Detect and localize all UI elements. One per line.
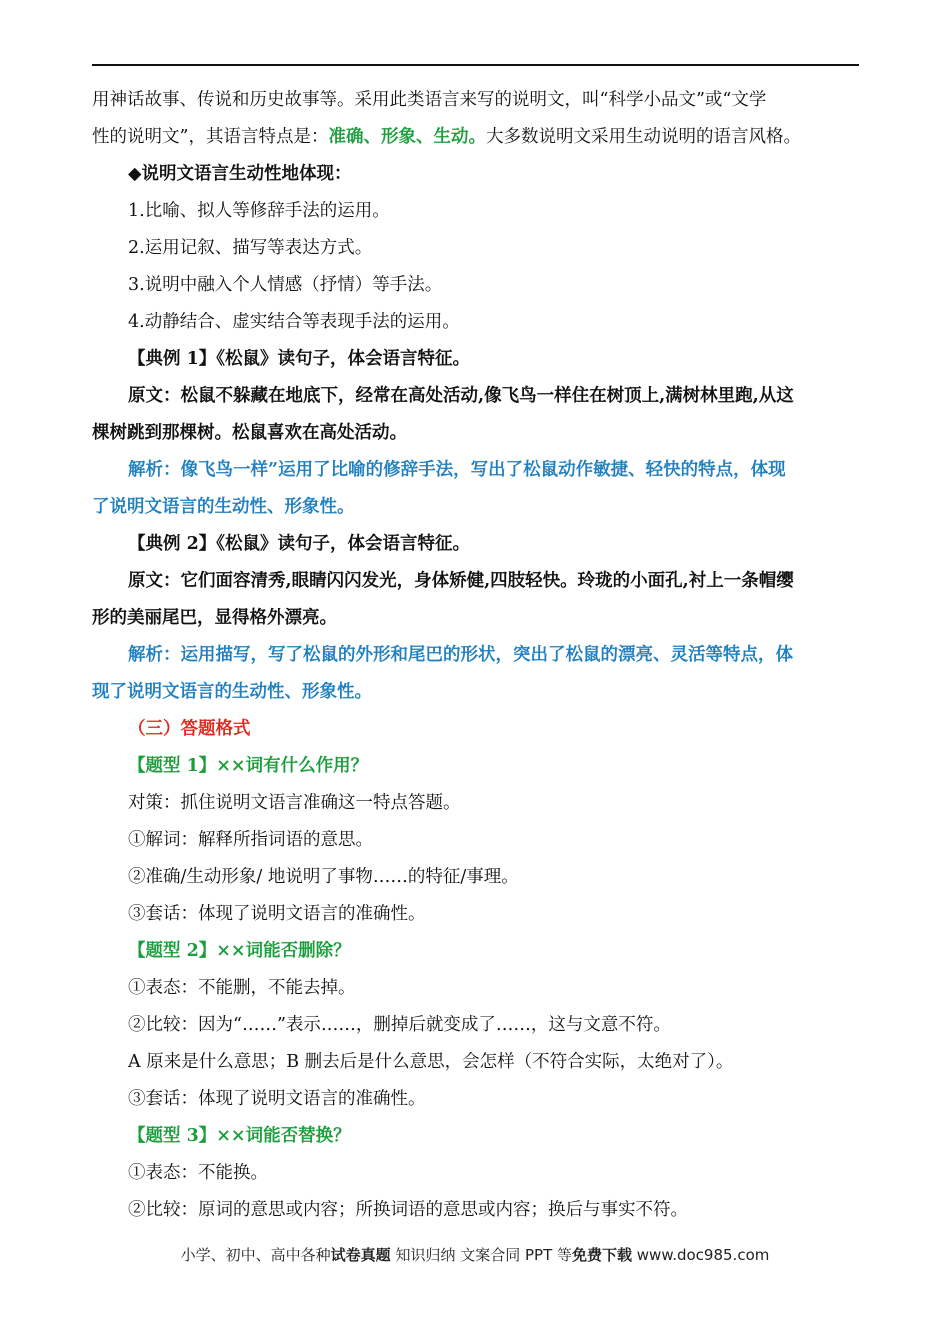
example1-original-1: 原文：松鼠不躲藏在地底下，经常在高处活动,像飞鸟一样住在树顶上,满树林里跑,从这 [128,386,794,406]
type1-title: 【题型 1】××词有什么作用？ [128,756,369,776]
example1-analysis-1: 解析：像飞鸟一样”运用了比喻的修辞手法，写出了松鼠动作敏捷、轻快的特点，体现 [128,460,786,480]
type1-line-3: ②准确/生动形象/ 地说明了事物……的特征/事理。 [128,867,519,887]
footer-bold-1: 试卷真题 [330,1246,391,1264]
vivid-item-1: 1.比喻、拟人等修辞手法的运用。 [128,201,390,221]
footer-mid: 知识归纳 文案合同 PPT 等 [390,1246,572,1264]
type1-line-2: ①解词：解释所指词语的意思。 [128,830,373,850]
example2-title: 【典例 2】《松鼠》读句子，体会语言特征。 [128,534,471,554]
type1-line-4: ③套话：体现了说明文语言的准确性。 [128,904,426,924]
intro-line-1: 用神话故事、传说和历史故事等。采用此类语言来写的说明文，叫“科学小品文”或“文学 [92,90,767,110]
type2-title: 【题型 2】××词能否删除？ [128,941,351,961]
type3-title: 【题型 3】××词能否替换？ [128,1126,351,1146]
footer-pre: 小学、初中、高中各种 [180,1246,331,1264]
type3-line-2: ②比较：原词的意思或内容；所换词语的意思或内容；换后与事实不符。 [128,1200,688,1220]
example1-title: 【典例 1】《松鼠》读句子，体会语言特征。 [128,349,471,369]
example2-analysis-2: 现了说明文语言的生动性、形象性。 [92,682,372,702]
intro-line-2 [92,119,859,156]
vivid-item-4: 4.动静结合、虚实结合等表现手法的运用。 [128,312,460,332]
type2-line-1: ①表态：不能删，不能去掉。 [128,978,356,998]
example1-analysis-2: 了说明文语言的生动性、形象性。 [92,497,355,517]
vivid-heading: ◆说明文语言生动性地体现： [128,164,352,184]
type2-line-2: ②比较：因为“……”表示……，删掉后就变成了……，这与文意不符。 [128,1015,671,1035]
example2-original-2: 形的美丽尾巴，显得格外漂亮。 [92,608,337,628]
example2-original-1: 原文：它们面容清秀,眼睛闪闪发光，身体矫健,四肢轻快。玲珑的小面孔,衬上一条帽缨 [128,571,794,591]
type2-line-4: ③套话：体现了说明文语言的准确性。 [128,1089,426,1109]
type1-line-1: 对策：抓住说明文语言准确这一特点答题。 [128,793,461,813]
section3-heading: （三）答题格式 [128,719,251,739]
footer-url[interactable]: www.doc985.com [632,1246,770,1264]
intro-emphasis: 准确、形象、生动。 [328,127,486,147]
intro-line-2-pre: 性的说明文”，其语言特点是： [92,127,329,147]
page-footer [0,1244,950,1265]
type3-line-1: ①表态：不能换。 [128,1163,268,1183]
vivid-item-2: 2.运用记叙、描写等表达方式。 [128,238,373,258]
example1-original-2: 棵树跳到那棵树。松鼠喜欢在高处活动。 [92,423,407,443]
intro-line-2-post: 大多数说明文采用生动说明的语言风格。 [485,127,801,147]
example2-analysis-1: 解析：运用描写，写了松鼠的外形和尾巴的形状，突出了松鼠的漂亮、灵活等特点，体 [128,645,793,665]
type2-line-3: A 原来是什么意思；B 删去后是什么意思，会怎样（不符合实际，太绝对了）。 [128,1052,734,1072]
vivid-item-3: 3.说明中融入个人情感（抒情）等手法。 [128,275,443,295]
document-body [92,82,859,1229]
header-rule [92,64,859,66]
footer-bold-2: 免费下载 [572,1246,633,1264]
